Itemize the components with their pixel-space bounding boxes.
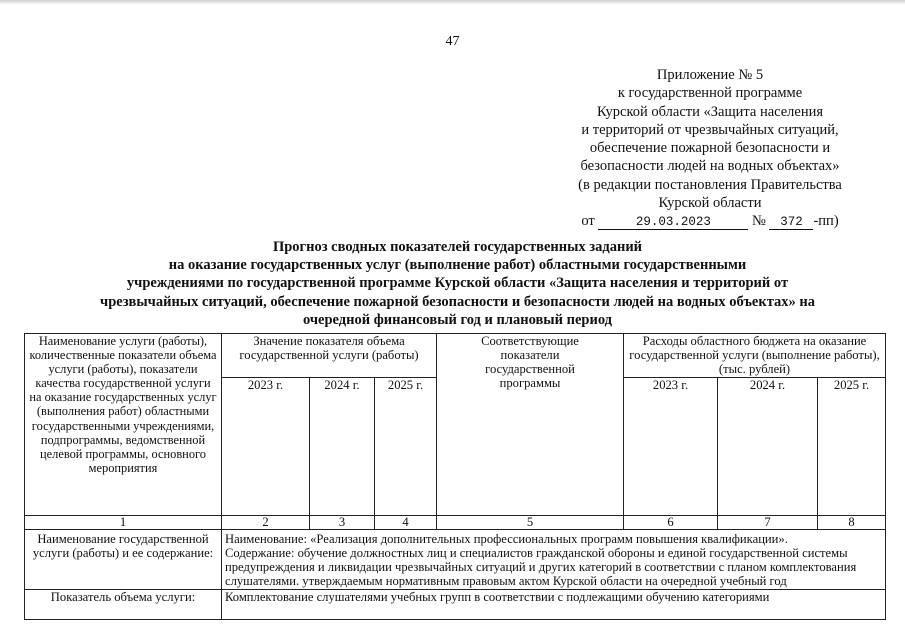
title-line: чрезвычайных ситуаций, обеспечение пожарной безопасности и безопасности людей на водных объектах» на	[100, 293, 815, 310]
column-number: 8	[818, 516, 886, 530]
forecast-table	[24, 333, 886, 620]
title-line: на оказание государственных услуг (выполнение работ) областными государственными	[168, 257, 747, 274]
appendix-line: к государственной программе	[617, 85, 803, 102]
row-label-volume: Показатель объема услуги:	[25, 590, 222, 620]
appendix-line: (в редакции постановления Правительства	[578, 176, 842, 193]
header-year-2024: 2024 г.	[310, 378, 375, 516]
scan-edge	[0, 0, 905, 5]
column-number: 2	[222, 516, 310, 530]
header-year-2025: 2025 г.	[375, 378, 437, 516]
appendix-line: и территорий от чрезвычайных ситуаций,	[581, 121, 839, 138]
number-label: №	[752, 213, 766, 230]
resolution-date: 29.03.2023	[598, 216, 748, 230]
header-expense-year-2023: 2023 г.	[624, 378, 718, 516]
column-number: 3	[310, 516, 375, 530]
document-title	[60, 238, 855, 329]
header-indicators: Соответствующие показатели государственной программы	[437, 334, 624, 516]
appendix-line: Курской области «Защита населения	[596, 103, 824, 120]
header-year-2023: 2023 г.	[222, 378, 310, 516]
row-label-service: Наименование государственной услуги (работы) и ее содержание:	[25, 530, 222, 590]
column-number: 5	[437, 516, 624, 530]
from-label: от	[581, 213, 595, 230]
title-line: учреждениями по государственной программе Курской области «Защита населения и территорий от	[126, 275, 789, 292]
service-description	[222, 530, 886, 590]
column-number: 7	[718, 516, 818, 530]
column-number: 1	[25, 516, 222, 530]
appendix-line: безопасности людей на водных объектах»	[580, 158, 840, 175]
header-expense-year-2025: 2025 г.	[818, 378, 886, 516]
header-expenses-group: Расходы областного бюджета на оказание государственной услуги (выполнение работы), (тыс. рублей)	[624, 334, 886, 378]
appendix-block	[520, 66, 900, 231]
title-line: очередной финансовый год и плановый период	[302, 311, 612, 328]
service-content-line: Содержание: обучение должностных лиц и специалистов гражданской обороны и единой государственной системы предупреждения и ликвидации чрезвычайных ситуаций и других категорий в соответствии с планом комплектования слушателями. утверждаемым нормативным правовым актом Курской области на очередной учебный год	[225, 546, 857, 588]
appendix-line: обеспечение пожарной безопасности и	[589, 140, 831, 157]
appendix-line: Курской области	[658, 195, 762, 212]
service-name-line: Наименование: «Реализация дополнительных профессиональных программ повышения квалификации».	[225, 532, 788, 546]
column-number: 4	[375, 516, 437, 530]
header-service-name: Наименование услуги (работы), количественные показатели объема услуги (работы), показатели качества государственной услуги на оказание государственных услуг (выполнения работ) областными государственными учреждениями, подпрограммы, ведомственной целевой программы, основного мероприятия	[25, 334, 222, 516]
number-suffix: -пп)	[813, 213, 839, 230]
header-expense-year-2024: 2024 г.	[718, 378, 818, 516]
appendix-line: Приложение № 5	[656, 67, 764, 83]
appendix-date-line	[520, 212, 900, 230]
title-line: Прогноз сводных показателей государственных заданий	[272, 239, 643, 255]
resolution-number: 372	[769, 216, 813, 230]
page-number: 47	[445, 34, 460, 49]
header-volume-group: Значение показателя объема государственной услуги (работы)	[222, 334, 437, 378]
volume-indicator-value: Комплектование слушателями учебных групп в соответствии с подлежащими обучению категориями	[222, 590, 886, 620]
column-number: 6	[624, 516, 718, 530]
